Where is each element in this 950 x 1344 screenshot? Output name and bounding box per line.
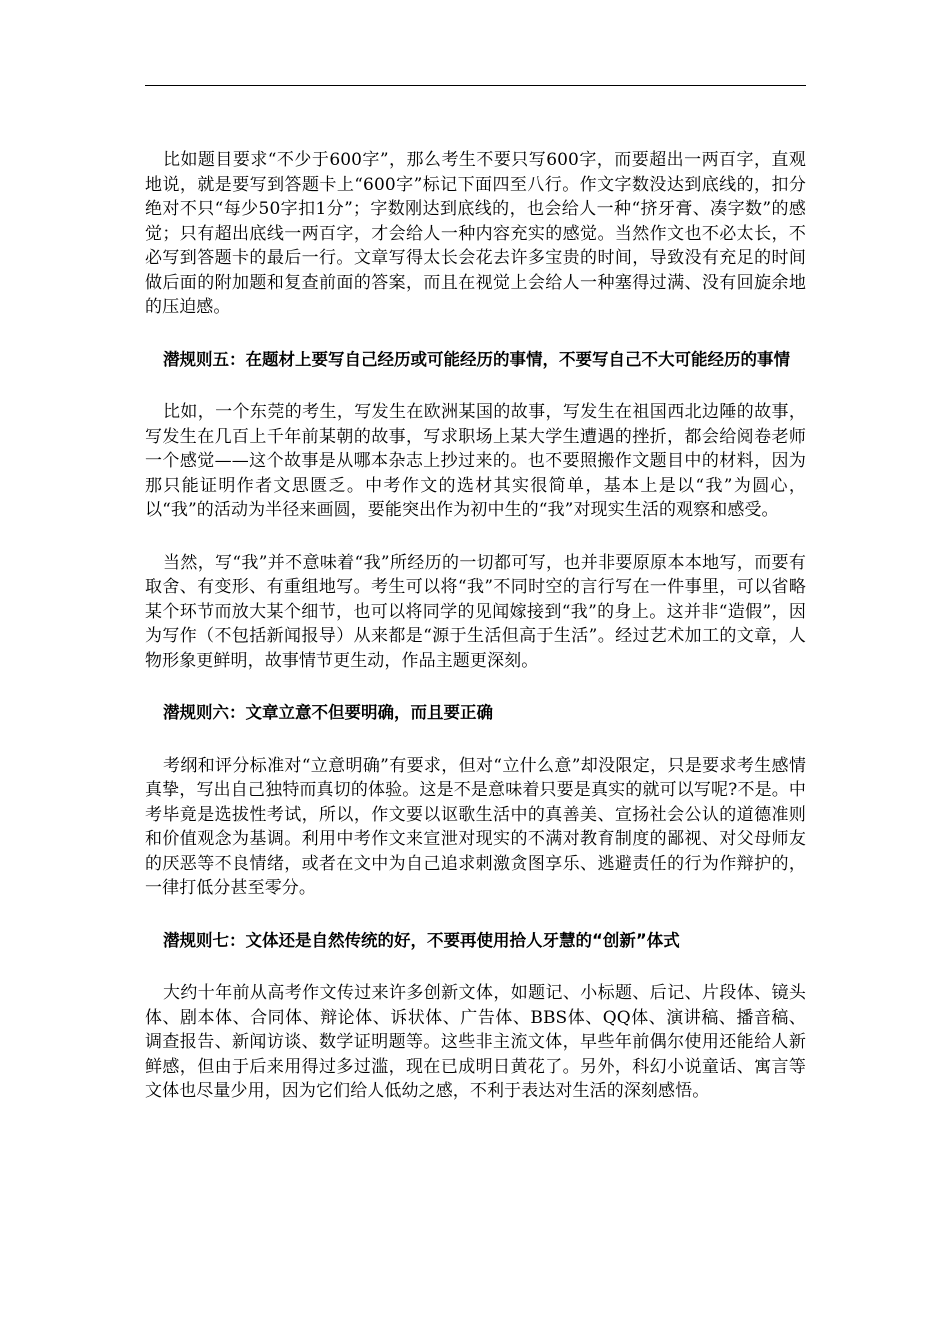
paragraph-word-count: 比如题目要求“不少于600字”，那么考生不要只写600字，而要超出一两百字，直观地说，就是要写到答题卡上“600字”标记下面四至八行。作文字数没达到底线的，扣分绝对不只“每少50字扣1分”；字数刚达到底线的，也会给人一种“挤牙膏、凑字数”的感觉；只有超出底线一两百字，才会给人一种内容充实的感觉。当然作文也不必太长，不必写到答题卡的最后一行。文章写得太长会花去许多宝贵的时间，导致没有充足的时间做后面的附加题和复查前面的答案，而且在视觉上会给人一种塞得过满、没有回旋余地的压迫感。 — [145, 150, 806, 317]
paragraph-rule-six: 考纲和评分标准对“立意明确”有要求，但对“立什么意”却没限定，只是要求考生感情真挚，写出自己独特而真切的体验。这是不是意味着只要是真实的就可以写呢?不是。中考毕竟是选拔性考试，所以，作文要以讴歌生活中的真善美、宣扬社会公认的道德准则和价值观念为基调。利用中考作文来宣泄对现实的不满对教育制度的鄙视、对父母师友的厌恶等不良情绪，或者在文中为自己追求刺激贪图享乐、逃避责任的行为作辩护的，一律打低分甚至零分。 — [145, 755, 806, 898]
heading-rule-seven: 潜规则七：文体还是自然传统的好，不要再使用拾人牙慧的“创新”体式 — [163, 930, 680, 950]
document-body — [145, 148, 806, 1132]
heading-rule-five: 潜规则五：在题材上要写自己经历或可能经历的事情，不要写自己不大可能经历的事情 — [163, 349, 790, 369]
paragraph-rule-five-example: 比如，一个东莞的考生，写发生在欧洲某国的故事，写发生在祖国西北边陲的故事，写发生在几百上千年前某朝的故事，写求职场上某大学生遭遇的挫折，都会给阅卷老师一个感觉——这个故事是从哪本杂志上抄过来的。也不要照搬作文题目中的材料，因为那只能证明作者文思匮乏。中考作文的选材其实很简单，基本上是以“我”为圆心，以“我”的活动为半径来画圆，要能突出作为初中生的“我”对现实生活的观察和感受。 — [145, 402, 806, 520]
paragraph-rule-five-detail: 当然，写“我”并不意味着“我”所经历的一切都可写，也并非要原原本本地写，而要有取舍、有变形、有重组地写。考生可以将“我”不同时空的言行写在一件事里，可以省略某个环节而放大某个细节，也可以将同学的见闻嫁接到“我”的身上。这并非“造假”，因为写作（不包括新闻报导）从来都是“源于生活但高于生活”。经过艺术加工的文章，人物形象更鲜明，故事情节更生动，作品主题更深刻。 — [145, 552, 806, 671]
paragraph-rule-seven: 大约十年前从高考作文传过来许多创新文体，如题记、小标题、后记、片段体、镜头体、剧本体、合同体、辩论体、诉状体、广告体、BBS体、QQ体、演讲稿、播音稿、调查报告、新闻访谈、数学证明题等。这些非主流文体，早些年前偶尔使用还能给人新鲜感，但由于后来用得过多过滥，现在已成明日黄花了。另外，科幻小说童话、寓言等文体也尽量少用，因为它们给人低幼之感，不利于表达对生活的深刻感悟。 — [145, 983, 806, 1101]
header-divider — [145, 85, 806, 86]
heading-rule-six: 潜规则六：文章立意不但要明确，而且要正确 — [163, 703, 493, 722]
